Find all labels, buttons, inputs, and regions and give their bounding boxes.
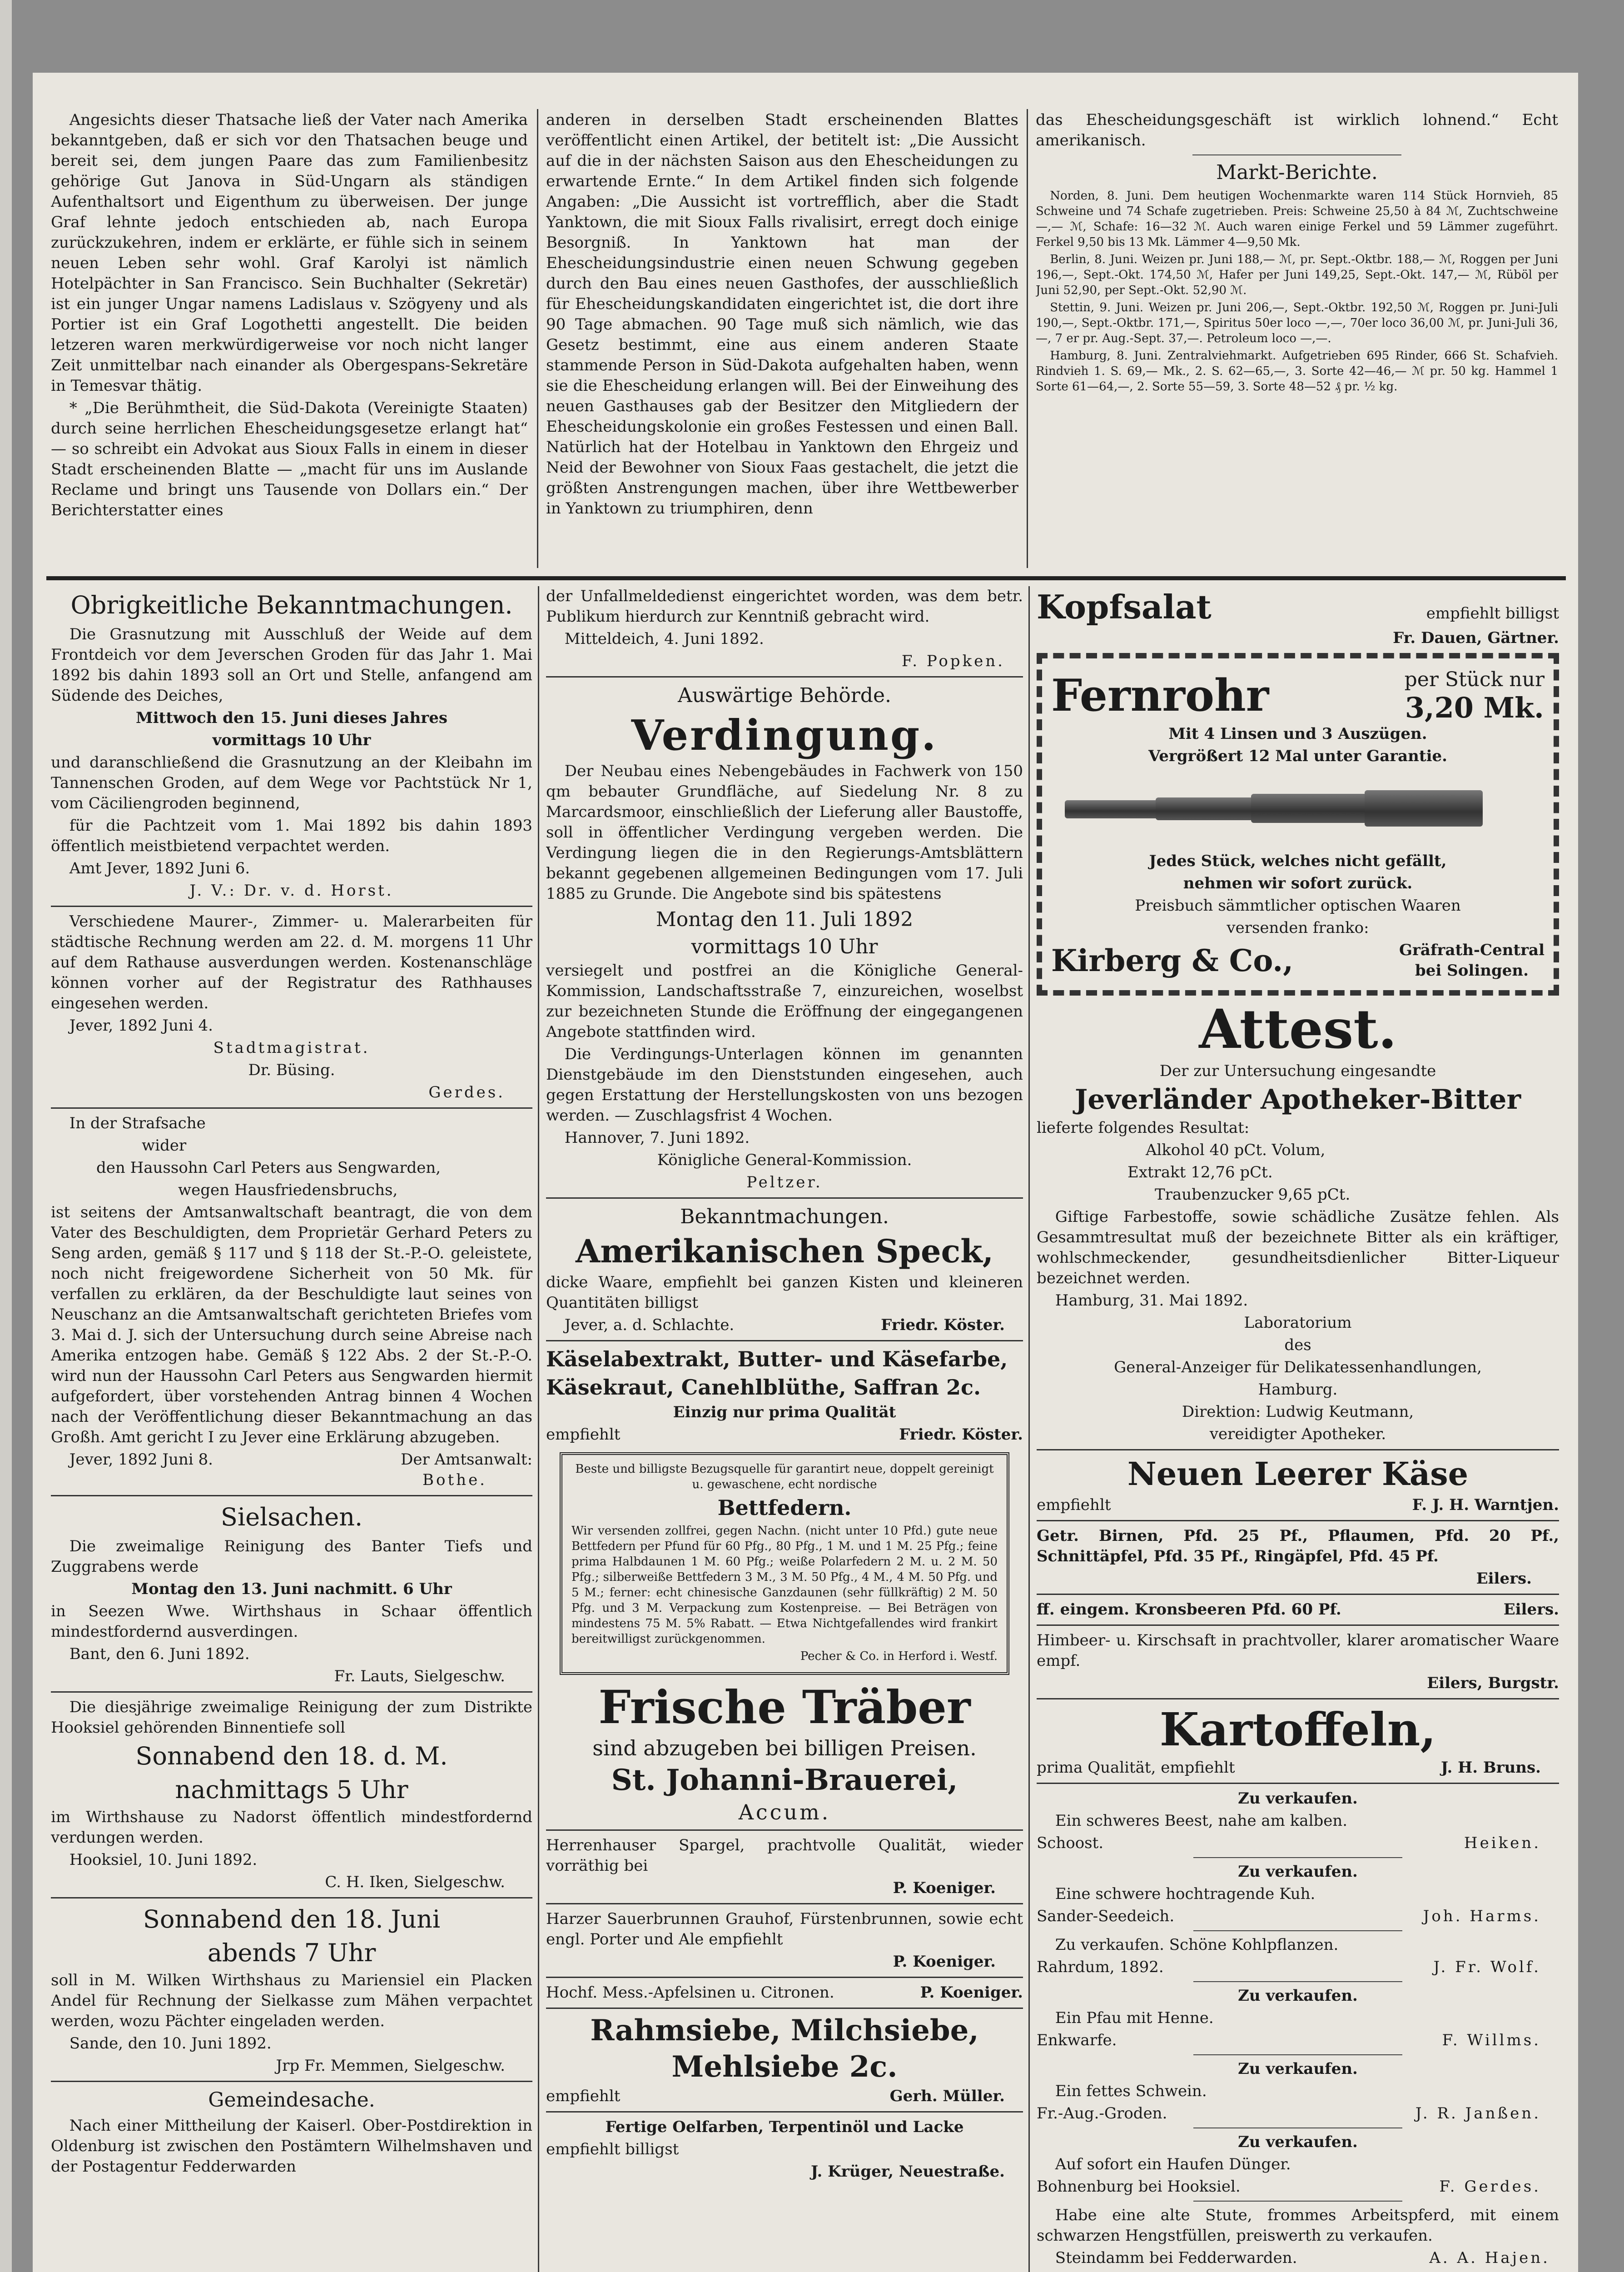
ad-text: prima Qualität, empfiehlt [1037, 1759, 1235, 1777]
ad-headline: Kartoffeln, [1159, 1703, 1436, 1756]
ad-headline: Amerikanischen Speck, [576, 1232, 993, 1270]
ad-text: Herrenhauser Spargel, prachtvolle Qualität, wieder vorräthig bei [546, 1836, 1023, 1875]
top-column-3 [1036, 110, 1558, 573]
ad-text: sind abzugeben bei billigen Preisen. [592, 1736, 977, 1760]
ad-text: nehmen wir sofort zurück. [1183, 874, 1413, 892]
ad-text: Ein schweres Beest, nahe am kalben. [1055, 1812, 1348, 1830]
notice-date: Montag den 13. Juni nachmitt. 6 Uhr [131, 1580, 452, 1598]
notice-office: Königliche General-Kommission. [657, 1151, 912, 1169]
divider [1193, 2054, 1402, 2055]
ad-signature: F. Willms. [1442, 2031, 1541, 2049]
market-report: Norden, 8. Juni. Dem heutigen Wochenmarkte waren 114 Stück Hornvieh, 85 Schweine und 74 Schafe zugetrieben. Preis: Schweine 25,50 à 84 ℳ, Zuchtschweine —,— ℳ, Schafe: 16—32 ℳ. Auch waren einige Ferkel und 59 Lämmer zugeführt. Ferkel 9,50 bis 13 Mk. Lämmer 4—9,50 Mk. [1036, 189, 1558, 249]
for-sale-heading: Zu verkaufen. [1238, 2060, 1358, 2078]
notice-text: wegen Hausfriedensbruchs, [178, 1181, 398, 1199]
column-rule [538, 586, 539, 2272]
bedfeathers-ad [560, 1452, 1009, 1675]
divider [51, 1691, 532, 1693]
ad-signature: J. R. Janßen. [1415, 2104, 1541, 2123]
divider [546, 1977, 1023, 1978]
divider [1193, 1857, 1402, 1858]
ad-signature: Heiken. [1464, 1834, 1541, 1852]
notice-text: der Unfallmeldedienst eingerichtet worden, was dem betr. Publikum hierdurch zur Kenntniß gebracht wird. [546, 587, 1023, 626]
ad-text: dicke Waare, empfiehlt bei ganzen Kisten und kleineren Quantitäten billigst [546, 1273, 1023, 1312]
notice-text: in Seezen Wwe. Wirthshaus in Schaar öffentlich mindestfordernd ausverdingen. [51, 1602, 532, 1641]
bottom-column-right [1037, 586, 1559, 2272]
ad-text: Preisbuch sämmtlicher optischen Waaren [1135, 897, 1461, 915]
attest-heading: Attest. [1199, 997, 1397, 1061]
ad-text: Wir versenden zollfrei, gegen Nachn. (nicht unter 10 Pfd.) gute neue Bettfedern per Pfund für 60 Pfg., 80 Pfg., 1 M. und 1 M. 25 Pfg.; feine prima Halbdaunen 1 M. 60 Pfg.; weiße Polarfedern 2 M. u. 2 M. 50 Pfg.; silberweiße Bettfedern 3 M., 3 M. 50 Pfg., 4 M., 4 M. 50 Pfg. und 5 M.; ferner: echt chinesische Ganzdaunen (sehr füllkräftig) 2 M. 50 Pfg. und 3 M. Verpackung zum Kostenpreise. — Bei Beträgen von mindestens 75 M. 5% Rabatt. — Etwa Nichtgefallendes wird frankirt bereitwilligst zurückgenommen. [571, 1524, 998, 1646]
notice-text: im Wirthshause zu Nadorst öffentlich mindestfordernd verdungen werden. [51, 1808, 532, 1847]
divider [1037, 1520, 1559, 1521]
ad-text: ff. eingem. Kronsbeeren Pfd. 60 Pf. [1037, 1600, 1341, 1619]
ad-location: Accum. [738, 1800, 831, 1824]
ad-headline: Mehlsiebe 2c. [671, 2050, 898, 2084]
divider [51, 2081, 532, 2082]
adjacent-page-edge [0, 0, 12, 2272]
ad-signature: P. Koeniger. [893, 1953, 996, 1971]
ad-text: Jedes Stück, welches nicht gefällt, [1149, 852, 1447, 870]
section-rule [46, 576, 1566, 580]
ad-signature: F. Gerdes. [1439, 2177, 1541, 2196]
divider [1037, 1594, 1559, 1595]
notice-date: Jever, 1892 Juni 4. [69, 1016, 213, 1035]
ad-headline: Frische Träber [598, 1680, 971, 1734]
top-column-2 [546, 110, 1018, 573]
article-text: das Ehescheidungsgeschäft ist wirklich lohnend.“ Echt amerikanisch. [1036, 111, 1558, 149]
notice-time: vormittags 10 Uhr [212, 731, 371, 749]
divider [51, 1897, 532, 1898]
ad-location: Bohnenburg bei Hooksiel. [1037, 2177, 1241, 2196]
divider [1037, 1698, 1559, 1699]
notice-date-large: Sonnabend den 18. d. M. [135, 1742, 448, 1770]
ad-signature: Friedr. Köster. [881, 1316, 1005, 1334]
ad-text: Ein Pfau mit Henne. [1055, 2009, 1214, 2027]
community-matters-heading: Gemeindesache. [208, 2088, 375, 2112]
notice-signature: F. Popken. [901, 652, 1005, 670]
ad-firm: Kirberg & Co., [1051, 943, 1294, 978]
divider [546, 2111, 1023, 2113]
ad-signature: Joh. Harms. [1423, 1907, 1541, 1925]
notice-signature: J. V.: Dr. v. d. Horst. [189, 882, 394, 900]
ad-signature: Pecher & Co. in Herford i. Westf. [800, 1649, 998, 1663]
notice-text: Die Verdingungs-Unterlagen können im genannten Dienstgebäude im den Dienststunden eingesehen, auch gegen Erstattung der Herstellungskosten von uns bezogen werden. — Zuschlagsfrist 4 Wochen. [546, 1045, 1023, 1125]
divider [1192, 154, 1401, 155]
ad-text: Ein fettes Schwein. [1055, 2082, 1207, 2100]
ad-signature: J. Krüger, Neuestraße. [811, 2162, 1005, 2181]
notice-text: ist seitens der Amtsanwaltschaft beantragt, die von dem Vater des Beschuldigten, dem Proprietär Gerhard Peters zu Seng arden, gemäß § 117 und § 118 der St.-P.-O. geleistete, noch nicht freigewordene Sicherheit von 50 Mk. für verfallen zu erklären, da der Beschuldigte laut seines von Neuschanz an die Amtsanwaltschaft gerichteten Briefes vom 3. Mai d. J. sich der Untersuchung durch seine Abreise nach Amerika entzogen habe. Gemäß § 122 Abs. 2 der St.-P.-O. wird nun der Haussohn Carl Peters aus Sengwarden hiermit aufgefordert, über vorstehenden Antrag binnen 4 Wochen nach der Veröffentlichung dieser Bekanntmachung an das Großh. Amt gericht I zu Jever eine Erklärung abzugeben. [51, 1203, 532, 1446]
divider [1037, 1624, 1559, 1626]
divider [546, 2008, 1023, 2009]
notice-signature: Peltzer. [746, 1173, 823, 1191]
sluice-matters-heading: Sielsachen. [220, 1503, 363, 1531]
divider [546, 1829, 1023, 1831]
telescope-illustration [1065, 775, 1531, 843]
column-rule [537, 109, 538, 568]
ad-result: Extrakt 12,76 pCt. [1127, 1163, 1273, 1181]
ad-headline: Kopfsalat [1037, 588, 1212, 626]
ad-location: Schoost. [1037, 1834, 1104, 1852]
newspaper-page [33, 73, 1578, 2272]
notice-date: Bant, den 6. Juni 1892. [69, 1645, 250, 1663]
divider [1193, 1981, 1402, 1982]
ad-text: General-Anzeiger für Delikatessenhandlungen, [1114, 1358, 1482, 1376]
ad-location: Steindamm bei Fedderwarden. [1055, 2249, 1297, 2267]
notice-text: wider [142, 1136, 187, 1155]
ad-result: Alkohol 40 pCt. Volum, [1146, 1141, 1326, 1159]
ad-text: Himbeer- u. Kirschsaft in prachtvoller, klarer aromatischer Waare empf. [1037, 1631, 1559, 1670]
ad-brewery: St. Johanni-Brauerei, [611, 1763, 958, 1797]
notice-signature: Gerdes. [428, 1083, 505, 1101]
ad-date: Hamburg, 31. Mai 1892. [1055, 1291, 1248, 1310]
announcements-heading: Bekanntmachungen. [680, 1205, 889, 1228]
ad-text: Hochf. Mess.-Apfelsinen u. Citronen. [546, 1983, 834, 2002]
ad-text: Laboratorium [1244, 1314, 1352, 1332]
notice-role: Der Amtsanwalt: [401, 1450, 532, 1469]
notice-date: Sande, den 10. Juni 1892. [69, 2034, 272, 2053]
ad-signature: Fr. Dauen, Gärtner. [1393, 629, 1559, 647]
ad-text: Vergrößert 12 Mal unter Garantie. [1148, 747, 1447, 765]
column-rule [1028, 586, 1030, 2272]
divider [1037, 1449, 1559, 1450]
ad-signature: Eilers. [1476, 1569, 1532, 1588]
ad-signature: P. Koeniger. [920, 1983, 1023, 2002]
notice-date: Amt Jever, 1892 Juni 6. [69, 859, 250, 877]
ad-location: Jever, a. d. Schlachte. [564, 1316, 735, 1334]
notice-date-large: Montag den 11. Juli 1892 [656, 908, 914, 931]
notice-time-large: abends 7 Uhr [207, 1938, 376, 1967]
divider [546, 1340, 1023, 1341]
divider [1193, 1930, 1402, 1931]
ad-location: Gräfrath-Central [1399, 941, 1545, 959]
notice-text: für die Pachtzeit vom 1. Mai 1892 bis dahin 1893 öffentlich meistbietend verpachtet werden. [51, 817, 532, 855]
ad-text: empfiehlt [546, 2087, 621, 2105]
for-sale-heading: Zu verkaufen. [1238, 1789, 1358, 1808]
divider [1193, 2201, 1402, 2202]
divider [51, 1107, 532, 1109]
ad-signature: F. J. H. Warntjen. [1412, 1496, 1559, 1514]
divider [546, 1197, 1023, 1199]
foreign-authority-heading: Auswärtige Behörde. [678, 684, 891, 707]
market-reports-heading: Markt-Berichte. [1216, 161, 1378, 184]
ad-text: empfiehlt [1037, 1496, 1111, 1514]
notice-text: Verschiedene Maurer-, Zimmer- u. Malerarbeiten für städtische Rechnung werden am 22. d. M. morgens 11 Uhr auf dem Rathause ausverdungen werden. Kostenanschläge können vorher auf der Registratur des Rathhauses eingesehen werden. [51, 912, 532, 1012]
ad-text: empfiehlt [546, 1425, 621, 1444]
ad-signature: P. Koeniger. [893, 1879, 996, 1897]
ad-signature: J. Fr. Wolf. [1433, 1958, 1541, 1976]
notice-text: Die zweimalige Reinigung des Banter Tiefs und Zuggrabens werde [51, 1537, 532, 1576]
notice-text: Nach einer Mittheilung der Kaiserl. Ober-Postdirektion in Oldenburg ist zwischen den Postämtern Wilhelmshaven und der Postagentur Fedderwarden [51, 2117, 532, 2176]
ad-signature: Eilers, Burgstr. [1427, 1674, 1559, 1692]
bottom-column-middle [546, 586, 1023, 2272]
notice-text: Der Neubau eines Nebengebäudes in Fachwerk von 150 qm bebauter Grundfläche, auf Siedelung Nr. 8 zu Marcardsmoor, einschließlich der Lieferung aller Baustoffe, soll in öffentlicher Verdingung vergeben werden. Die Verdingung liegen die in den Regierungs-Amtsblättern bekannt gegebenen allgemeinen Bedingungen vom 17. Juli 1885 zu Grunde. Die Angebote sind bis spätestens [546, 762, 1023, 903]
top-column-1 [51, 110, 528, 573]
notice-text: Die diesjährige zweimalige Reinigung der zum Distrikte Hooksiel gehörenden Binnentiefe soll [51, 1698, 532, 1737]
divider [546, 1903, 1023, 1904]
notice-office: Stadtmagistrat. [213, 1039, 370, 1057]
notice-signature: Fr. Lauts, Sielgeschw. [334, 1667, 505, 1685]
ad-price-label: per Stück nur [1404, 668, 1545, 691]
notice-signature: Jrp Fr. Memmen, Sielgeschw. [276, 2057, 505, 2075]
ad-signature: A. A. Hajen. [1429, 2249, 1550, 2267]
ad-text: Beste und billigste Bezugsquelle für garantirt neue, doppelt gereinigt u. gewaschene, echt nordische [575, 1462, 994, 1491]
market-report: Stettin, 9. Juni. Weizen pr. Juni 206,—, Sept.-Oktbr. 192,50 ℳ, Roggen pr. Juni-Juli 190,—, Sept.-Oktbr. 171,—, Spiritus 50er loco —,—, 70er loco 36,00 ℳ, pr. Juni-Juli 36,—, 7 er pr. Aug.-Sept. 37,—. Petroleum loco —,—. [1036, 301, 1558, 345]
market-report: Hamburg, 8. Juni. Zentralviehmarkt. Aufgetrieben 695 Rinder, 666 St. Schafvieh. Rindvieh 1. S. 69,— Mk., 2. S. 62—65,—, 3. Sorte 42—46,— ℳ pr. 50 kg. Hammel 1 Sorte 61—64,—, 2. Sorte 55—59, 3. Sorte 48—52 ₰ pr. ½ kg. [1036, 349, 1558, 394]
divider [1037, 1783, 1559, 1784]
article-text: Angesichts dieser Thatsache ließ der Vater nach Amerika bekanntgeben, daß er sich vor den Thatsachen beuge und bereit sei, dem jungen Paare das zum Familienbesitz gehörige Gut Janova in Süd-Ungarn als ständigen Aufenthaltsort und Eigenthum zu überweisen. Der junge Graf lehnte jedoch entschieden ab, nach Europa zurückzukehren, indem er erklärte, er fühle sich in seinem neuen Leben sehr wohl. Graf Karolyi ist nämlich Hotelpächter in San Francisco. Sein Buchhalter (Sekretär) ist ein junger Ungar namens Ladislaus v. Szögyeny und als Portier ist ein Graf Logothetti angestellt. Die beiden letzeren waren merkwürdigerweise vor noch nicht langer Zeit unmittelbar nach einander als Obergespans-Sekretäre in Temesvar thätig. [51, 111, 528, 395]
ad-text: Harzer Sauerbrunnen Grauhof, Fürstenbrunnen, sowie echt engl. Porter und Ale empfiehlt [546, 1910, 1023, 1948]
ad-signature: Eilers. [1503, 1600, 1559, 1619]
ad-location: Rahrdum, 1892. [1037, 1958, 1164, 1976]
ad-headline: Rahmsiebe, Milchsiebe, [590, 2013, 979, 2048]
ad-text: empfiehlt billigst [1426, 604, 1559, 623]
ad-text: empfiehlt billigst [546, 2140, 679, 2158]
notice-text: soll in M. Wilken Wirthshaus zu Mariensiel ein Placken Andel für Rechnung der Sielkasse zum Mähen verpachtet werden, wozu Pächter eingeladen werden. [51, 1971, 532, 2030]
notice-time-large: nachmittags 5 Uhr [175, 1775, 408, 1804]
ad-text: Einzig nur prima Qualität [673, 1403, 896, 1421]
tender-heading: Verdingung. [631, 711, 938, 760]
ad-headline: Käsekraut, Canehlblüthe, Saffran 2c. [546, 1375, 981, 1400]
ad-headline: Bettfedern. [717, 1495, 852, 1520]
official-notices-heading: Obrigkeitliche Bekanntmachungen. [70, 591, 513, 619]
notice-date: Jever, 1892 Juni 8. [69, 1450, 213, 1469]
divider [546, 676, 1023, 678]
article-text: * „Die Berühmtheit, die Süd-Dakota (Vereinigte Staaten) durch seine herrlichen Ehescheidungsgesetze erlangt hat“ — so schreibt ein Advokat aus Sioux Falls in einem in dieser Stadt erscheinenden Blatte — „macht für uns im Auslande Reclame und bringt uns Tausende von Dollars ein.“ Der Berichterstatter eines [51, 399, 528, 519]
for-sale-heading: Zu verkaufen. [1238, 1863, 1358, 1881]
ad-text: Getr. Birnen, Pfd. 25 Pf., Pflaumen, Pfd. 20 Pf., Schnittäpfel, Pfd. 35 Pf., Ringäpfel, Pfd. 45 Pf. [1037, 1527, 1559, 1565]
ad-text: Habe eine alte Stute, frommes Arbeitspferd, mit einem schwarzen Hengstfüllen, preiswerth zu verkaufen. [1037, 2206, 1559, 2245]
ad-text: Mit 4 Linsen und 3 Auszügen. [1168, 725, 1427, 743]
ad-text: Direktion: Ludwig Keutmann, [1182, 1403, 1414, 1421]
ad-text: Fertige Oelfarben, Terpentinöl und Lacke [605, 2118, 964, 2136]
ad-text: versenden franko: [1227, 919, 1369, 937]
notice-date: Hooksiel, 10. Juni 1892. [69, 1851, 258, 1869]
ad-headline: Jeverländer Apotheker-Bitter [1074, 1084, 1521, 1116]
notice-text: Die Grasnutzung mit Ausschluß der Weide auf dem Frontdeich vor dem Jeverschen Groden für das Jahr 1. Mai 1892 bis dahin 1893 soll an Ort und Stelle, anfangend am Südende des Deiches, [51, 625, 532, 705]
ad-text: des [1284, 1336, 1311, 1354]
ad-text: Giftige Farbestoffe, sowie schädliche Zusätze fehlen. Als Gesammtresultat muß der bezeichnete Bitter als ein kräftiger, wohlschmeckender, gesundheitsdienlicher Bitter-Liqueur bezeichnet werden. [1037, 1208, 1559, 1287]
for-sale-heading: Zu verkaufen. [1238, 1987, 1358, 2005]
column-rule [1027, 109, 1028, 568]
ad-result: Traubenzucker 9,65 pCt. [1155, 1186, 1351, 1204]
ad-text: Der zur Untersuchung eingesandte [1159, 1062, 1436, 1080]
notice-date: Mitteldeich, 4. Juni 1892. [564, 630, 764, 648]
ad-text: Hamburg. [1258, 1380, 1338, 1399]
ad-text: lieferte folgendes Resultat: [1037, 1119, 1250, 1137]
notice-signature: Dr. Büsing. [248, 1061, 335, 1079]
ad-headline: Fernrohr [1051, 670, 1269, 721]
telescope-ad [1037, 653, 1559, 996]
notice-text: versiegelt und postfrei an die Königliche General-Kommission, Landschaftsstraße 7, einzureichen, woselbst zur bezeichneten Stunde die Eröffnung der eingegangenen Angebote stattfinden wird. [546, 962, 1023, 1041]
ad-text: Zu verkaufen. Schöne Kohlpflanzen. [1055, 1936, 1339, 1954]
notice-text: und daranschließend die Grasnutzung an der Kleibahn im Tannenschen Groden, auf dem Wege vor Pachtstück Nr 1, vom Cäciliengroden beginnend, [51, 753, 532, 812]
notice-date: Hannover, 7. Juni 1892. [564, 1129, 750, 1147]
ad-signature: J. H. Bruns. [1441, 1759, 1541, 1777]
ad-text: Eine schwere hochtragende Kuh. [1055, 1885, 1316, 1903]
notice-signature: C. H. Iken, Sielgeschw. [325, 1873, 505, 1891]
for-sale-heading: Zu verkaufen. [1238, 2133, 1358, 2151]
ad-signature: Gerh. Müller. [889, 2087, 1005, 2105]
bottom-column-left [51, 586, 532, 2272]
article-text: anderen in derselben Stadt erscheinenden Blattes veröffentlicht einen Artikel, der betitelt ist: „Die Aussicht auf die in der nächsten Saison aus den Ehescheidungen zu erwartende Ernte.“ In dem Artikel finden sich folgende Angaben: „Die Aussicht ist vortrefflich, aber die Stadt Yanktown, die mit Sioux Falls rivalisirt, erregt doch einige Besorgniß. In Yanktown hat man der Ehescheidungsindustrie einen neuen Schwung gegeben durch den Bau eines neuen Gasthofes, der ausschließlich für Ehescheidungskandidaten eingerichtet ist, die dort ihre 90 Tage abmachen. 90 Tage muß sich nämlich, wie das Gesetz bestimmt, eine aus einem anderen Staate stammende Person in Süd-Dakota aufgehalten haben, wenn sie die Ehescheidung erlangen will. Bei der Einweihung des neuen Gasthauses gab der Besitzer den Mitgliedern der Ehescheidungskolonie ein großes Festessen und einen Ball. Natürlich hat der Hotelbau in Yanktown den Ehrgeiz und Neid der Bewohner von Sioux Faas gestachelt, die jetzt die größten Anstrengungen machen, über ihre Wettbewerber in Yanktown zu triumphiren, denn [546, 111, 1018, 518]
ad-text: vereidigter Apotheker. [1209, 1425, 1386, 1443]
notice-signature: Bothe. [422, 1471, 487, 1489]
notice-text: den Haussohn Carl Peters aus Sengwarden, [96, 1159, 441, 1177]
divider [51, 906, 532, 907]
ad-location: Sander-Seedeich. [1037, 1907, 1175, 1925]
ad-location: Fr.-Aug.-Groden. [1037, 2104, 1167, 2123]
ad-location: bei Solingen. [1415, 962, 1529, 980]
notice-date: Mittwoch den 15. Juni dieses Jahres [136, 709, 447, 727]
ad-headline: Käselabextrakt, Butter- und Käsefarbe, [546, 1347, 1008, 1371]
market-report: Berlin, 8. Juni. Weizen pr. Juni 188,— ℳ, pr. Sept.-Oktbr. 188,— ℳ, Roggen per Juni 196,—, Sept.-Okt. 174,50 ℳ, Hafer per Juni 149,25, Sept.-Okt. 147,— ℳ, Rüböl per Juni 52,90, per Sept.-Okt. 52,90 ℳ. [1036, 253, 1558, 297]
notice-date-large: Sonnabend den 18. Juni [143, 1905, 441, 1933]
ad-signature: Friedr. Köster. [899, 1425, 1023, 1444]
notice-text: In der Strafsache [69, 1114, 206, 1132]
ad-location: Enkwarfe. [1037, 2031, 1117, 2049]
ad-price: 3,20 Mk. [1405, 691, 1544, 724]
notice-time-large: vormittags 10 Uhr [691, 935, 878, 958]
ad-text: Auf sofort ein Haufen Dünger. [1055, 2155, 1291, 2173]
ad-headline: Neuen Leerer Käse [1127, 1455, 1469, 1493]
divider [51, 1495, 532, 1496]
